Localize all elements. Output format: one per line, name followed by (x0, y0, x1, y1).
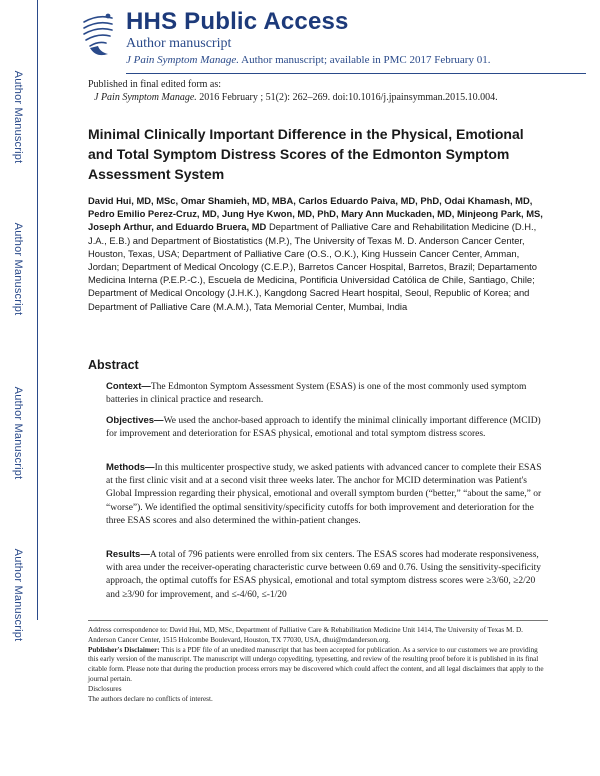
authors-block (88, 194, 548, 313)
objectives-label: Objectives— (106, 415, 164, 426)
methods-text: In this multicenter prospective study, we asked patients with advanced cancer to complete their ESAS at the first clinic visit and at a second visit three weeks later. The anchor for MCID determination was Patient's Global Impression regarding their physical, emotional and overall symptom burden (“better,” “about the same,” or “worse”). We identified the optimal sensitivity/specificity cutoffs for both improvement and deterioration for the three ESAS scores and also determined the within-patient changes. (106, 463, 542, 526)
side-rule (37, 0, 38, 620)
hhs-title: HHS Public Access (126, 8, 349, 35)
disclaimer-text: This is a PDF file of an unedited manuscript that has been accepted for publication. As a service to our customers we are providing this early version of the manuscript. The manuscript will undergo copyediting, typesetting, and review of the resulting proof before it is published in its final citable form. Please note that during the production process errors may be discovered which could affect the content, and all legal disclaimers that apply to the journal pertain. (88, 645, 544, 683)
author-manuscript-label: Author manuscript (126, 36, 232, 51)
footer-divider (88, 620, 548, 621)
availability-line (126, 52, 490, 68)
citation (88, 91, 548, 104)
header-divider (126, 73, 586, 74)
author-manuscript-strip (0, 0, 40, 776)
disclosures-heading: Disclosures (88, 684, 122, 693)
hhs-header (78, 8, 558, 72)
citation-details: 2016 February ; 51(2): 262–269. doi:10.1016/j.jpainsymman.2015.10.004. (196, 92, 498, 103)
results-label: Results— (106, 549, 150, 560)
disclaimer-label: Publisher's Disclaimer: (88, 645, 160, 654)
disclosures-text: The authors declare no conflicts of interest. (88, 694, 213, 703)
footnotes (88, 626, 548, 704)
objectives-text: We used the anchor-based approach to identify the minimal clinically important difference (MCID) for improvement and deterioration for ESAS physical, emotional and total symptom distress scores. (106, 416, 541, 440)
article-title: Minimal Clinically Important Difference in the Physical, Emotional and Total Symptom Distress Scores of the Edmonton Symptom Assessment System (88, 126, 524, 182)
side-label-3: Author Manuscript (12, 386, 24, 480)
published-label: Published in final edited form as: (88, 79, 222, 90)
hhs-eagle-icon (78, 8, 118, 64)
context-text: The Edmonton Symptom Assessment System (ESAS) is one of the most commonly used symptom batteries in clinical practice and research. (106, 382, 527, 406)
abstract-context (106, 380, 546, 407)
abstract-methods (106, 461, 546, 528)
abstract-results (106, 548, 546, 602)
publisher-disclaimer (88, 646, 548, 685)
journal-name: J Pain Symptom Manage. (126, 54, 240, 66)
correspondence: Address correspondence to: David Hui, MD, MSc, Department of Palliative Care & Rehabilitation Medicine Unit 1414, The University of Texas M. D. Anderson Cancer Center, 1515 Holcombe Boulevard, Houston, TX 77030, USA, dhui@mdanderson.org. (88, 626, 523, 644)
side-label-2: Author Manuscript (12, 222, 24, 316)
methods-label: Methods— (106, 462, 155, 473)
publication-info (88, 78, 548, 104)
abstract-objectives (106, 414, 546, 441)
context-label: Context— (106, 381, 151, 392)
results-text: A total of 796 patients were enrolled from six centers. The ESAS scores had moderate responsiveness, with area under the receiver-operating characteristic curve between 0.69 and 0.76. Using the sensitivity-specificity approach, the optimal cutoffs for ESAS physical, emotional and total symptom distress scores were ≥3/60, ≥2/20 and ≥3/90 for improvement, and ≤-4/60, ≤-1/20 (106, 550, 542, 600)
affiliations: Department of Palliative Care and Rehabilitation Medicine (D.H., J.A., E.B.) and Department of Biostatistics (M.P.), The University of Texas M. D. Anderson Cancer Center, Houston, Texas, USA; Department of Palliative Care (O.S., O.K.), King Hussein Cancer Center, Amman, Jordan; Department of Medical Oncology (C.E.P.), Barretos Cancer Hospital, Barretos, Brazil; Departamento Medicina Interna (P.E.P.-C.), Escuela de Medicina, Pontificia Universidad Católica de Chile, Santiago, Chile; Department of Medical Oncology (J.H.K.), Kangdong Sacred Heart hospital, Seoul, Republic of Korea; and Department of Palliative Care (M.A.M.), Tata Memorial Center, Mumbai, India (88, 221, 537, 312)
side-label-1: Author Manuscript (12, 70, 24, 164)
abstract-heading: Abstract (88, 358, 139, 372)
citation-journal: J Pain Symptom Manage. (94, 92, 197, 103)
side-label-4: Author Manuscript (12, 548, 24, 642)
author-list: David Hui, MD, MSc, Omar Shamieh, MD, MBA, Carlos Eduardo Paiva, MD, PhD, Odai Khamash, MD, Pedro Emilio Perez-Cruz, MD, Jung Hye Kwon, MD, PhD, Mary Ann Muckaden, MD, Minjeong Park, MS, Joseph Arthur, and Eduardo Bruera, MD (88, 195, 543, 233)
availability-text: Author manuscript; available in PMC 2017 February 01. (239, 54, 491, 66)
